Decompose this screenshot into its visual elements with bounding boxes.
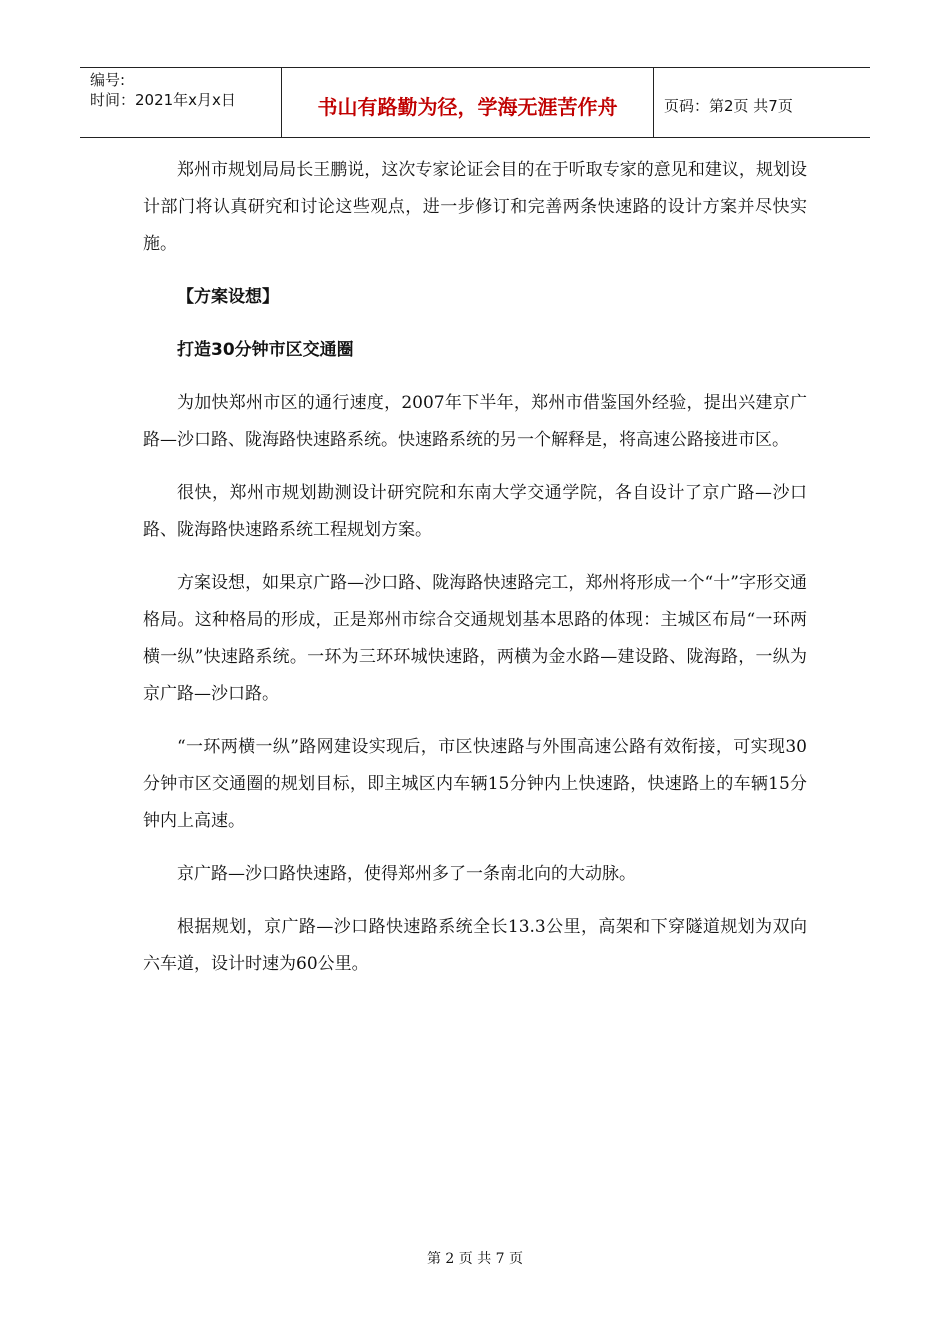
header-left-cell — [80, 68, 282, 137]
header-page-code: 页码：第2页 共7页 — [664, 97, 793, 115]
paragraph-6: 京广路—沙口路快速路，使得郑州多了一条南北向的大动脉。 — [177, 864, 636, 884]
paragraph-4: 方案设想，如果京广路—沙口路、陇海路快速路完工，郑州将形成一个“十”字形交通格局。这种格局的形成，正是郑州市综合交通规划基本思路的体现：主城区布局“一环两横一纵”快速路系统。一环为三环环城快速路，两横为金水路—建设路、陇海路，一纵为京广路—沙口路。 — [143, 573, 807, 704]
paragraph-7: 根据规划，京广路—沙口路快速路系统全长13.3公里，高架和下穿隧道规划为双向六车道，设计时速为60公里。 — [143, 917, 807, 974]
page-footer: 第 2 页 共 7 页 — [426, 1251, 524, 1267]
paragraph-5: “一环两横一纵”路网建设实现后，市区快速路与外围高速公路有效衔接，可实现30分钟市区交通圈的规划目标，即主城区内车辆15分钟内上快速路，快速路上的车辆15分钟内上高速。 — [143, 737, 807, 831]
header-table — [80, 67, 870, 138]
document-body — [143, 152, 807, 999]
document-number-label: 编号: — [90, 71, 126, 89]
subheading-30min-circle: 打造30分钟市区交通圈 — [177, 340, 354, 360]
paragraph-1: 郑州市规划局局长王鹏说，这次专家论证会目的在于听取专家的意见和建议，规划设计部门将认真研究和讨论这些观点，进一步修订和完善两条快速路的设计方案并尽快实施。 — [143, 160, 807, 254]
paragraph-3: 很快，郑州市规划勘测设计研究院和东南大学交通学院，各自设计了京广路—沙口路、陇海路快速路系统工程规划方案。 — [143, 483, 807, 540]
header-motto: 书山有路勤为径，学海无涯苦作舟 — [282, 68, 654, 137]
section-heading-plan: 【方案设想】 — [177, 287, 279, 307]
document-time-label: 时间：2021年x月x日 — [90, 91, 236, 109]
paragraph-2: 为加快郑州市区的通行速度，2007年下半年，郑州市借鉴国外经验，提出兴建京广路—沙口路、陇海路快速路系统。快速路系统的另一个解释是，将高速公路接进市区。 — [143, 393, 807, 450]
